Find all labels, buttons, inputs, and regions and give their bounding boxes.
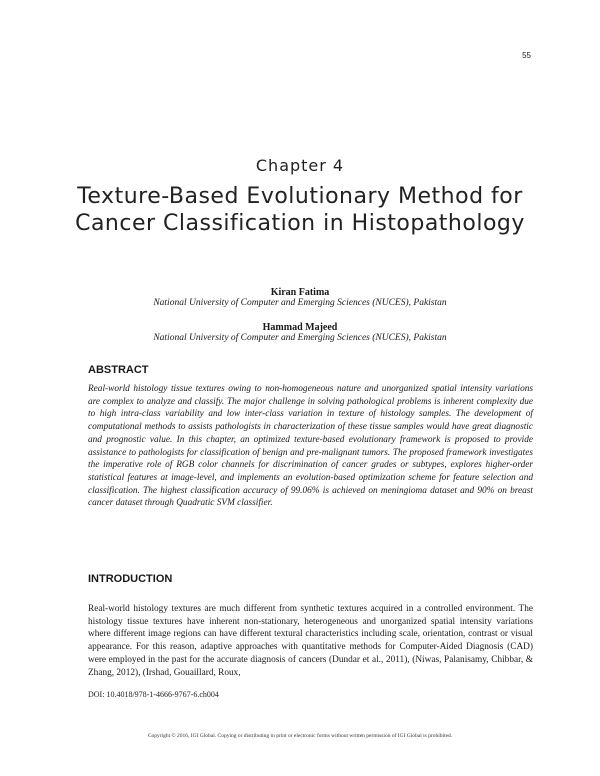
chapter-label: Chapter 4	[255, 156, 345, 175]
author-affiliation: National University of Computer and Emerging Sciences (NUCES), Pakistan	[153, 298, 447, 308]
introduction-text: Real-world histology textures are much different from synthetic textures acquired in a controlled environment. The histology tissue textures have inherent non-stationary, heterogeneous and unorganized spatial intensity variations where different image regions can have different textural characteristics including scale, orientation, contrast or visual appearance. For this reason, adaptive approaches with quantitative methods for Computer-Aided Diagnosis (CAD) were employed in the past for the accurate diagnosis of cancers (Dundar et al., 2011), (Niwas, Palanisamy, Chibbar, & Zhang, 2012), (Irshad, Gouaillard, Roux,	[88, 604, 533, 678]
chapter-title: Texture-Based Evolutionary Method for Cancer Classification in Histopathology	[75, 184, 525, 236]
abstract-heading: ABSTRACT	[88, 364, 149, 376]
author-affiliation: National University of Computer and Emerging Sciences (NUCES), Pakistan	[153, 333, 447, 343]
introduction-heading: INTRODUCTION	[88, 573, 173, 585]
doi: DOI: 10.4018/978-1-4666-9767-6.ch004	[88, 690, 219, 699]
author-name: Kiran Fatima	[270, 287, 330, 298]
author-name: Hammad Majeed	[262, 322, 338, 333]
abstract-text: Real-world histology tissue textures owing to non-homogeneous nature and unorganized spatial intensity variations are complex to analyze and classify. The major challenge in solving pathological problems is inherent complexity due to high intra-class variability and low inter-class variation in texture of histology samples. The development of computational methods to assists pathologists in characterization of these tissue samples would have great diagnostic and prognostic value. In this chapter, an optimized texture-based evolutionary framework is proposed to provide assistance to pathologists for classification of benign and pre-malignant tumors. The proposed framework investigates the imperative role of RGB color channels for discrimination of cancer grades or subtypes, explores higher-order statistical features at image-level, and implements an evolution-based optimization scheme for feature selection and classification. The highest classification accuracy of 99.06% is achieved on meningioma dataset and 90% on breast cancer dataset through Quadratic SVM classifier.	[88, 384, 533, 509]
page-number: 55	[522, 51, 531, 60]
copyright-notice: Copyright © 2016, IGI Global. Copying or distributing in print or electronic forms without written permission of IGI Global is prohibited.	[147, 733, 453, 739]
